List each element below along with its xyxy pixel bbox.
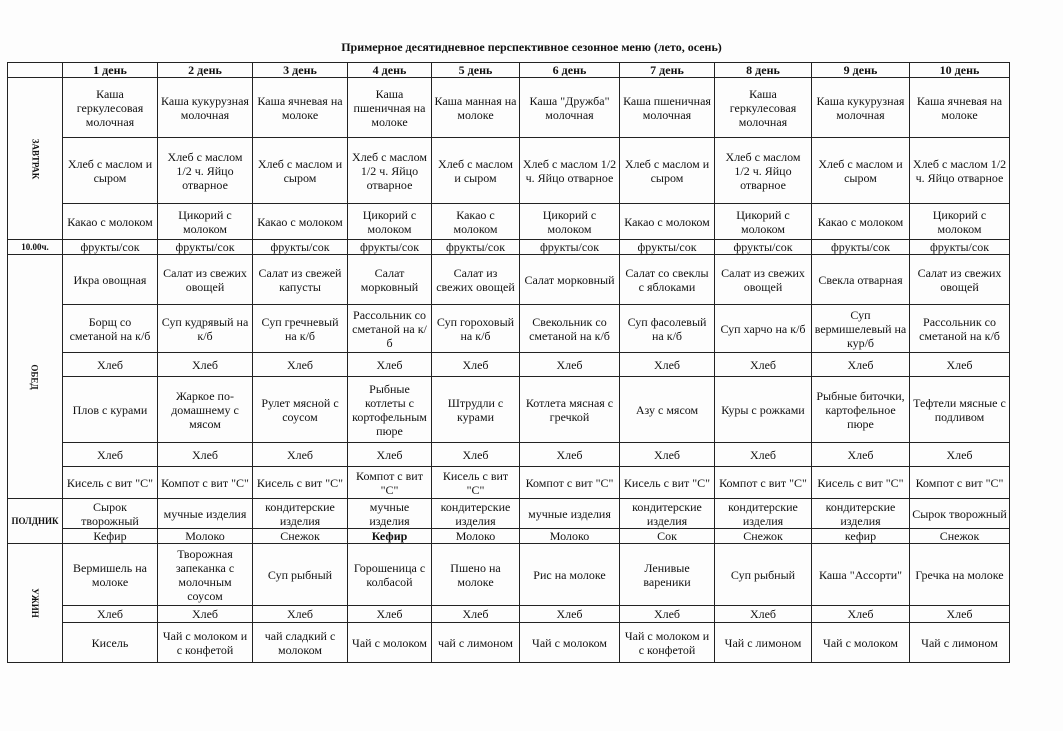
menu-cell: Хлеб с маслом 1/2 ч. Яйцо отварное bbox=[348, 138, 432, 204]
menu-cell: Пшено на молоке bbox=[432, 544, 520, 606]
menu-row-lunch-drink bbox=[8, 467, 1010, 499]
menu-cell: Хлеб bbox=[910, 443, 1010, 467]
section-label-lunch bbox=[8, 255, 63, 499]
menu-cell: Снежок bbox=[253, 529, 348, 544]
menu-cell: Хлеб bbox=[158, 443, 253, 467]
menu-cell: Свекольник со сметаной на к/б bbox=[520, 305, 620, 353]
menu-cell: Хлеб bbox=[158, 606, 253, 623]
day-header-2: 2 день bbox=[158, 63, 253, 78]
menu-cell: Хлеб bbox=[348, 606, 432, 623]
menu-cell: Котлета мясная с гречкой bbox=[520, 377, 620, 443]
menu-row-dinner-drink bbox=[8, 623, 1010, 663]
menu-cell: Рис на молоке bbox=[520, 544, 620, 606]
menu-row-lunch-soup bbox=[8, 305, 1010, 353]
menu-cell: Рыбные котлеты с кортофельным пюре bbox=[348, 377, 432, 443]
menu-cell: Суп гороховый на к/б bbox=[432, 305, 520, 353]
menu-cell: Сырок творожный bbox=[910, 499, 1010, 529]
menu-cell: Хлеб с маслом 1/2 ч. Яйцо отварное bbox=[910, 138, 1010, 204]
menu-cell: Хлеб bbox=[812, 443, 910, 467]
menu-cell: Суп гречневый на к/б bbox=[253, 305, 348, 353]
menu-cell: чай сладкий с молоком bbox=[253, 623, 348, 663]
menu-cell: Какао с молоком bbox=[812, 204, 910, 240]
menu-cell: Каша пшеничная на молоке bbox=[348, 78, 432, 138]
menu-cell: Хлеб bbox=[348, 353, 432, 377]
menu-row-afternoon-drink bbox=[8, 529, 1010, 544]
section-label-text: ОБЕД bbox=[30, 363, 40, 390]
menu-cell: Хлеб bbox=[253, 443, 348, 467]
menu-cell: Компот с вит "С" bbox=[158, 467, 253, 499]
menu-cell: Какао с молоком bbox=[253, 204, 348, 240]
menu-table bbox=[7, 62, 1010, 663]
menu-cell: Цикорий с молоком bbox=[910, 204, 1010, 240]
menu-cell: мучные изделия bbox=[158, 499, 253, 529]
menu-cell: Хлеб bbox=[253, 606, 348, 623]
menu-cell: Штрудли с курами bbox=[432, 377, 520, 443]
menu-cell: фрукты/сок bbox=[620, 240, 715, 255]
menu-cell: Какао с молоком bbox=[620, 204, 715, 240]
menu-cell: Суп фасолевый на к/б bbox=[620, 305, 715, 353]
menu-cell: чай с лимоном bbox=[432, 623, 520, 663]
menu-cell: Снежок bbox=[910, 529, 1010, 544]
menu-cell: кондитерские изделия bbox=[715, 499, 812, 529]
menu-cell: Салат морковный bbox=[520, 255, 620, 305]
menu-cell: фрукты/сок bbox=[812, 240, 910, 255]
menu-cell: Салат из свежих овощей bbox=[432, 255, 520, 305]
menu-cell: Чай с молоком bbox=[520, 623, 620, 663]
menu-cell: Какао с молоком bbox=[432, 204, 520, 240]
day-header-4: 4 день bbox=[348, 63, 432, 78]
menu-cell: Хлеб bbox=[812, 606, 910, 623]
menu-cell: Икра овощная bbox=[63, 255, 158, 305]
menu-cell: Хлеб с маслом и сыром bbox=[432, 138, 520, 204]
menu-cell: Рассольник со сметаной на к/б bbox=[348, 305, 432, 353]
corner-cell bbox=[8, 63, 63, 78]
menu-cell: фрукты/сок bbox=[715, 240, 812, 255]
menu-cell: Чай с молоком bbox=[812, 623, 910, 663]
menu-cell: Хлеб bbox=[520, 606, 620, 623]
menu-cell: Рыбные биточки, картофельное пюре bbox=[812, 377, 910, 443]
menu-row-dinner-bread bbox=[8, 606, 1010, 623]
menu-cell: Салат из свежей капусты bbox=[253, 255, 348, 305]
menu-cell: Хлеб с маслом 1/2 ч. Яйцо отварное bbox=[158, 138, 253, 204]
menu-cell: Хлеб bbox=[620, 443, 715, 467]
section-label-text: 10.00ч. bbox=[21, 242, 49, 252]
section-label-dinner bbox=[8, 544, 63, 663]
menu-cell: Ленивые вареники bbox=[620, 544, 715, 606]
menu-cell: кондитерские изделия bbox=[812, 499, 910, 529]
day-header-10: 10 день bbox=[910, 63, 1010, 78]
menu-cell: Каша кукурузная молочная bbox=[812, 78, 910, 138]
menu-cell: кондитерские изделия bbox=[432, 499, 520, 529]
menu-cell: Кисель с вит "С" bbox=[812, 467, 910, 499]
section-label-breakfast bbox=[8, 78, 63, 240]
menu-cell: кондитерские изделия bbox=[253, 499, 348, 529]
menu-cell: Борщ со сметаной на к/б bbox=[63, 305, 158, 353]
menu-cell: фрукты/сок bbox=[432, 240, 520, 255]
menu-cell: Кисель с вит "С" bbox=[63, 467, 158, 499]
menu-cell: фрукты/сок bbox=[63, 240, 158, 255]
day-header-5: 5 день bbox=[432, 63, 520, 78]
menu-cell: Творожная запеканка с молочным соусом bbox=[158, 544, 253, 606]
menu-cell: Какао с молоком bbox=[63, 204, 158, 240]
menu-cell: кондитерские изделия bbox=[620, 499, 715, 529]
menu-cell: Рассольник со сметаной на к/б bbox=[910, 305, 1010, 353]
menu-cell: Хлеб bbox=[520, 443, 620, 467]
menu-cell: Хлеб bbox=[520, 353, 620, 377]
menu-cell: Горошеница с колбасой bbox=[348, 544, 432, 606]
menu-cell: Каша пшеничная молочная bbox=[620, 78, 715, 138]
menu-cell: Кисель с вит "С" bbox=[253, 467, 348, 499]
menu-row-afternoon-food bbox=[8, 499, 1010, 529]
menu-cell: Суп рыбный bbox=[715, 544, 812, 606]
menu-cell: Азу с мясом bbox=[620, 377, 715, 443]
menu-cell: Салат из свежих овощей bbox=[715, 255, 812, 305]
menu-row-dinner-main bbox=[8, 544, 1010, 606]
menu-row-breakfast-drink bbox=[8, 204, 1010, 240]
menu-row-snack10 bbox=[8, 240, 1010, 255]
menu-cell: Молоко bbox=[432, 529, 520, 544]
menu-cell: Снежок bbox=[715, 529, 812, 544]
menu-cell: Каша геркулесовая молочная bbox=[715, 78, 812, 138]
menu-cell: Суп рыбный bbox=[253, 544, 348, 606]
menu-cell: Хлеб bbox=[63, 443, 158, 467]
menu-cell: Каша "Дружба" молочная bbox=[520, 78, 620, 138]
menu-cell: Чай с молоком и с конфетой bbox=[158, 623, 253, 663]
menu-cell: Салат со свеклы с яблоками bbox=[620, 255, 715, 305]
menu-cell: Хлеб bbox=[63, 353, 158, 377]
menu-cell: Молоко bbox=[520, 529, 620, 544]
menu-cell: Хлеб bbox=[715, 443, 812, 467]
section-label-snack10 bbox=[8, 240, 63, 255]
menu-cell: Чай с лимоном bbox=[910, 623, 1010, 663]
day-header-6: 6 день bbox=[520, 63, 620, 78]
menu-cell: Гречка на молоке bbox=[910, 544, 1010, 606]
menu-cell: Хлеб bbox=[432, 443, 520, 467]
section-label-afternoon bbox=[8, 499, 63, 544]
menu-cell: Рулет мясной с соусом bbox=[253, 377, 348, 443]
day-header-9: 9 день bbox=[812, 63, 910, 78]
section-label-text: ПОЛДНИК bbox=[11, 516, 59, 526]
menu-row-lunch-bread2 bbox=[8, 443, 1010, 467]
menu-cell: Каша манная на молоке bbox=[432, 78, 520, 138]
menu-cell: Суп вермишелевый на кур/б bbox=[812, 305, 910, 353]
day-header-3: 3 день bbox=[253, 63, 348, 78]
menu-cell: Вермишель на молоке bbox=[63, 544, 158, 606]
menu-cell: Суп кудрявый на к/б bbox=[158, 305, 253, 353]
menu-cell: Сок bbox=[620, 529, 715, 544]
day-header-row bbox=[8, 63, 1010, 78]
menu-cell: Сырок творожный bbox=[63, 499, 158, 529]
menu-cell: Хлеб bbox=[348, 443, 432, 467]
menu-cell: Хлеб bbox=[158, 353, 253, 377]
menu-row-lunch-salad bbox=[8, 255, 1010, 305]
menu-cell: фрукты/сок bbox=[158, 240, 253, 255]
menu-cell: Каша ячневая на молоке bbox=[253, 78, 348, 138]
menu-cell: Компот с вит "С" bbox=[348, 467, 432, 499]
menu-cell: фрукты/сок bbox=[348, 240, 432, 255]
menu-cell: Хлеб с маслом и сыром bbox=[620, 138, 715, 204]
menu-cell: Плов с курами bbox=[63, 377, 158, 443]
menu-row-lunch-bread1 bbox=[8, 353, 1010, 377]
menu-cell: Цикорий с молоком bbox=[520, 204, 620, 240]
menu-cell: фрукты/сок bbox=[910, 240, 1010, 255]
menu-cell: кефир bbox=[812, 529, 910, 544]
menu-cell: Суп харчо на к/б bbox=[715, 305, 812, 353]
menu-cell: Каша кукурузная молочная bbox=[158, 78, 253, 138]
menu-cell: Хлеб bbox=[910, 606, 1010, 623]
menu-cell: Хлеб с маслом и сыром bbox=[63, 138, 158, 204]
day-header-1: 1 день bbox=[63, 63, 158, 78]
menu-cell: Молоко bbox=[158, 529, 253, 544]
menu-cell: Каша "Ассорти" bbox=[812, 544, 910, 606]
menu-cell: Куры с рожками bbox=[715, 377, 812, 443]
menu-cell: Хлеб bbox=[812, 353, 910, 377]
menu-cell: Каша ячневая на молоке bbox=[910, 78, 1010, 138]
menu-cell: Компот с вит "С" bbox=[520, 467, 620, 499]
menu-cell: Хлеб с маслом и сыром bbox=[812, 138, 910, 204]
menu-cell: Кисель с вит "С" bbox=[432, 467, 520, 499]
menu-cell: Чай с молоком и с конфетой bbox=[620, 623, 715, 663]
menu-cell: Цикорий с молоком bbox=[348, 204, 432, 240]
menu-cell: Хлеб bbox=[620, 353, 715, 377]
menu-cell: Кисель с вит "С" bbox=[620, 467, 715, 499]
menu-cell: Хлеб bbox=[715, 606, 812, 623]
menu-cell: Хлеб bbox=[432, 606, 520, 623]
menu-cell: Цикорий с молоком bbox=[715, 204, 812, 240]
menu-cell: Хлеб bbox=[432, 353, 520, 377]
menu-cell: Хлеб bbox=[620, 606, 715, 623]
menu-cell: Хлеб с маслом 1/2 ч. Яйцо отварное bbox=[520, 138, 620, 204]
menu-cell: Кисель bbox=[63, 623, 158, 663]
menu-cell: фрукты/сок bbox=[253, 240, 348, 255]
menu-row-lunch-main bbox=[8, 377, 1010, 443]
section-label-text: УЖИН bbox=[29, 588, 40, 618]
day-header-7: 7 день bbox=[620, 63, 715, 78]
menu-cell: Хлеб bbox=[253, 353, 348, 377]
menu-cell: Кефир bbox=[63, 529, 158, 544]
menu-cell: Хлеб bbox=[910, 353, 1010, 377]
menu-cell: Салат из свежих овощей bbox=[910, 255, 1010, 305]
menu-row-breakfast-bread bbox=[8, 138, 1010, 204]
page-title: Примерное десятидневное перспективное сезонное меню (лето, осень) bbox=[341, 40, 722, 54]
menu-cell: Компот с вит "С" bbox=[715, 467, 812, 499]
menu-cell: Хлеб bbox=[715, 353, 812, 377]
menu-cell: Хлеб bbox=[63, 606, 158, 623]
menu-cell: Цикорий с молоком bbox=[158, 204, 253, 240]
menu-cell: Свекла отварная bbox=[812, 255, 910, 305]
menu-cell: Каша геркулесовая молочная bbox=[63, 78, 158, 138]
menu-cell: Чай с молоком bbox=[348, 623, 432, 663]
menu-cell: Салат морковный bbox=[348, 255, 432, 305]
menu-cell: Хлеб с маслом 1/2 ч. Яйцо отварное bbox=[715, 138, 812, 204]
section-label-text: ЗАВТРАК bbox=[29, 138, 40, 179]
menu-cell: Компот с вит "С" bbox=[910, 467, 1010, 499]
menu-cell: Жаркое по-домашнему с мясом bbox=[158, 377, 253, 443]
menu-cell: фрукты/сок bbox=[520, 240, 620, 255]
menu-cell: Хлеб с маслом и сыром bbox=[253, 138, 348, 204]
menu-cell: Кефир bbox=[348, 529, 432, 544]
menu-cell: Салат из свежих овощей bbox=[158, 255, 253, 305]
menu-cell: мучные изделия bbox=[520, 499, 620, 529]
day-header-8: 8 день bbox=[715, 63, 812, 78]
menu-row-breakfast-porridge bbox=[8, 78, 1010, 138]
menu-cell: Тефтели мясные с подливом bbox=[910, 377, 1010, 443]
menu-cell: мучные изделия bbox=[348, 499, 432, 529]
menu-cell: Чай с лимоном bbox=[715, 623, 812, 663]
